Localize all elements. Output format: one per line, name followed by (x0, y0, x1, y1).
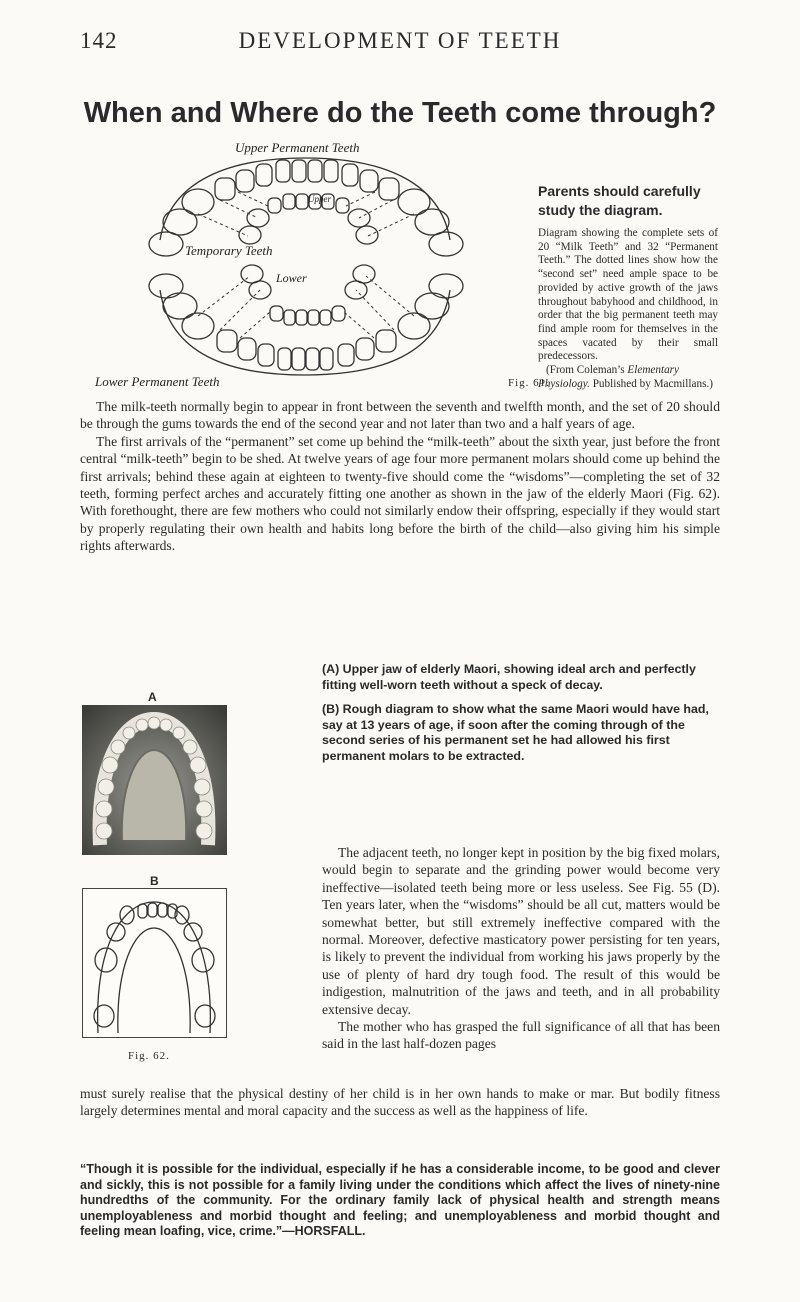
paragraph: The mother who has grasped the full significance of all that has been said in the last half-dozen pages (322, 1019, 720, 1052)
fig62-caption-b: (B) Rough diagram to show what the same Maori would have had, say at 13 years of age, if soon after the coming through of the second series of his permanent set he had allowed his first permanent molars to be extracted. (322, 702, 709, 763)
fig61-caption-body: Diagram showing the complete sets of 20 “Milk Teeth” and 32 “Permanent Teeth.” The dotted lines show how the “second set” need ample space to be provided by active growth of the jaws throughout babyhood and childhood, in order that the big permanent teeth may find ample room for themselves in the spaces vacated by their small predecessors. (538, 227, 718, 363)
fig61-caption-heading: Parents should carefully study the diagram. (538, 183, 701, 218)
label-upper: Upper (308, 194, 331, 204)
fig62-captions (322, 662, 720, 774)
fig62b-diagram (82, 888, 227, 1038)
horsfall-quote: “Though it is possible for the individual, especially if he has a considerable income, to be good and clever and sickly, this is not possible for a family living under the conditions which affect the lives of ninety-nine hundredths of the community. For the ordinary family lack of physical health and strength means unemployableness and morbid thought and feeling; and unemployableness and morbid thought and feeling mean loafing, vice, crime.”—HORSFALL. (80, 1162, 720, 1239)
source-title: Elementary Physiology. (538, 364, 679, 390)
running-head (80, 28, 720, 58)
label-upper-permanent: Upper Permanent Teeth (235, 140, 360, 155)
lower-permanent-teeth (149, 274, 463, 370)
fig61-tooth-diagram (80, 140, 530, 390)
fig62-label-a: A (148, 690, 157, 704)
source-prefix: (From Coleman’s (546, 364, 628, 377)
label-lower: Lower (276, 271, 307, 285)
lower-growth-lines (198, 276, 414, 338)
fig61-source (538, 364, 718, 391)
fig61-number: Fig. 61. (508, 377, 550, 389)
paragraph: The milk-teeth normally begin to appear in front between the seventh and twelfth month, and the set of 20 should be through the gums towards the end of the second year and not later than two and a half years of age. (80, 399, 720, 432)
fig62-number: Fig. 62. (128, 1050, 170, 1062)
paragraph: The first arrivals of the “permanent” set come up behind the “milk-teeth” about the sixth year, just before the front central “milk-teeth” begin to be shed. At twelve years of age four more permanent molars should come up behind the first arrivals; behind these again at eighteen to twenty-five should come the “wisdoms”—completing the set of 32 teeth, forming perfect arches and accurately fitting one another as shown in the jaw of the elderly Maori (Fig. 62). With forethought, there are few mothers who could not similarly endow their offspring, especially if they would start by properly regulating their own health and habits long before the birth of the child—also giving him his simple rights afterwards. (80, 433, 720, 554)
tooth-chart-drawing (80, 140, 530, 390)
source-suffix: Published by Macmillans.) (589, 377, 713, 390)
label-lower-permanent: Lower Permanent Teeth (95, 374, 220, 389)
body-text-1 (80, 398, 720, 555)
upper-permanent-arch (160, 158, 450, 240)
section-heading: When and Where do the Teeth come through? (83, 97, 717, 129)
fig62-caption-a: (A) Upper jaw of elderly Maori, showing ideal arch and perfectly fitting well-worn teeth without a speck of decay. (322, 662, 696, 692)
paragraph: The adjacent teeth, no longer kept in position by the big fixed molars, would begin to separate and the grinding power would become very ineffective—isolated teeth being more or less useless. See Fig. 55 (D). Ten years later, when the “wisdoms” should be all cut, matters would be somewhat better, but still extremely ineffective compared with the normal. Moreover, defective masticatory power persisting for ten years, is likely to prevent the individual from working his jaws properly by the use of plenty of hard dry tough food. The result of this would be indigestion, malnutrition of the jaws and teeth, and in all probability extensive decay. (322, 845, 720, 1017)
paragraph-continuation: must surely realise that the physical destiny of her child is in her own hands to make or mar. But bodily fitness largely determines mental and moral capacity and the success as well as the happiness of life. (80, 1086, 720, 1119)
body-text-2 (80, 1085, 720, 1120)
page-number: 142 (80, 28, 118, 53)
body-text-side (322, 844, 720, 1053)
fig62a-jaw-photo (82, 705, 227, 855)
lower-temporary-teeth (241, 265, 375, 325)
running-title: DEVELOPMENT OF TEETH (238, 28, 562, 53)
fig61-caption (538, 182, 718, 391)
fig62-label-b: B (150, 874, 159, 888)
label-temporary: Temporary Teeth (185, 243, 273, 258)
